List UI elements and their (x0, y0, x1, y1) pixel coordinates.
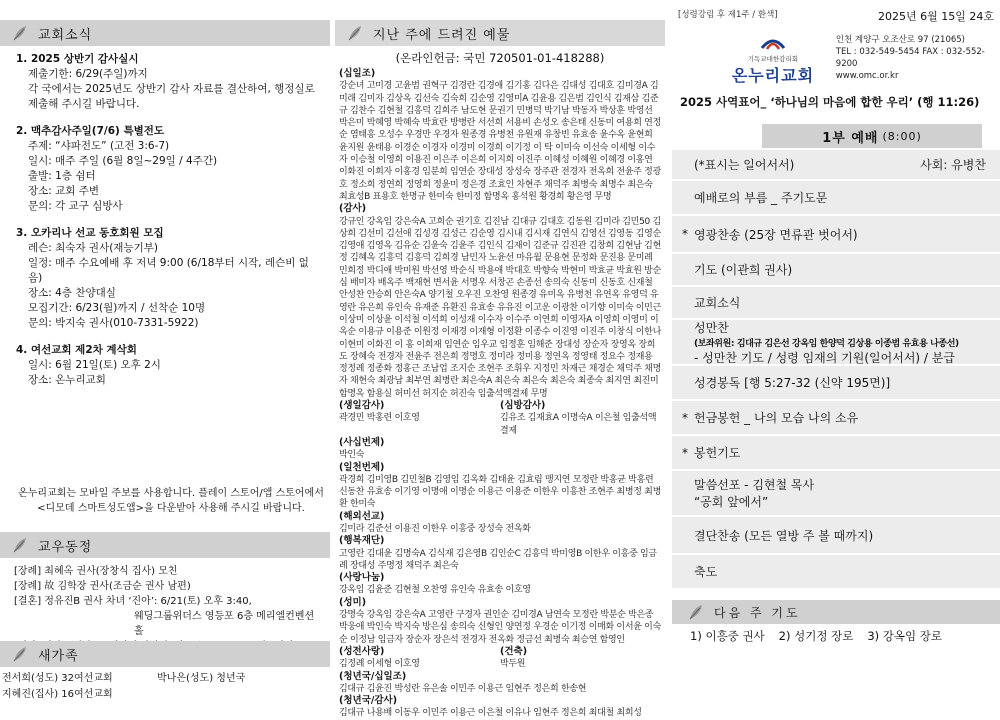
worship-order-label: 예배로의 부름 _ 주기도문 (694, 191, 828, 205)
worship-order-label: 교회소식 (694, 296, 741, 310)
leaf-icon (345, 23, 367, 43)
list-item: 전서희(성도) 32여선교회 박나은(성도) 청년국 (2, 673, 246, 684)
worship-order-item (672, 216, 1000, 254)
news-item-line: 각 국에서는 2025년도 상반기 감사 자료를 결산하여, 행정실로 (28, 83, 315, 95)
worship-order-detail: - 성만찬 기도 / 성령 임재의 기원(일어서서) / 분급 (694, 350, 955, 365)
middle-column (335, 0, 665, 719)
list-item: 2) 성기정 장로 (778, 629, 854, 643)
news-item-line: 주제: “샤파전도” (고전 3:6-7) (28, 140, 170, 152)
members-news-header (0, 532, 330, 558)
leaf-icon (10, 644, 32, 664)
ministry-theme: 2025 사역표어_ ‘하나님의 마음에 합한 우리’ (행 11:26) (680, 95, 980, 109)
news-list (0, 46, 330, 388)
bulletin-date: 2025년 6월 15일 24호 (878, 10, 994, 23)
new-family-title: 새가족 (38, 648, 79, 664)
worship-order-label: 성만찬 (694, 320, 729, 335)
worship-order-label: (*표시는 일어서서) (694, 158, 795, 172)
liturgical-season: [성령강림 후 제1주 / 환색] (678, 10, 778, 20)
news-item-title: 3. 오카리나 선교 동호회원 모집 (16, 227, 164, 239)
worship-order-item (672, 401, 1000, 436)
offering-donor-list (335, 68, 665, 720)
offering-group-title: (청년국/감사) (339, 695, 398, 707)
news-item-line: 장소: 교회 주변 (28, 185, 100, 197)
offering-group (500, 400, 661, 437)
list-item: 지혜진(집사) 16여선교회 (2, 689, 113, 700)
offering-group-names: 곽경희 김미영B 김민철B 김영임 김옥화 김태윤 김효림 맹지연 모정란 박홍균 박홍련 신동찬 유효송 이기영 이명애 이명순 이용근 이용준 이한우 이흥찬 조현주 최병정 최병환 한미숙 (339, 474, 661, 510)
leaf-icon (686, 602, 708, 622)
news-item (16, 226, 322, 331)
worship-order-detail: “공회 앞에서” (694, 495, 769, 509)
next-week-prayer-list (672, 624, 1000, 644)
new-family-list (0, 667, 330, 711)
offering-group-title: (성전사랑) (339, 645, 385, 657)
worship-order-item (672, 181, 1000, 216)
worship-order-item (672, 436, 1000, 471)
offering-group-title: (심방감사) (500, 400, 546, 412)
offering-group-names: 김대규 김윤진 박성란 유은솔 이민주 이용근 임현주 정은희 한송현 (339, 683, 587, 694)
worship-order-item (672, 287, 1000, 320)
worship-order-item (672, 555, 1000, 590)
church-address: 인천 계양구 오조산로 97 (21065) TEL : 032-549-5454 FAX : 032-552-9200 www.omc.or.kr (835, 35, 985, 81)
new-family-header (0, 641, 330, 667)
worship-order-label: 결단찬송 (모든 열방 주 볼 때까지) (694, 528, 874, 543)
list-item: 1) 이흥중 권사 (690, 629, 765, 643)
offering-group-title: (사십번제) (339, 436, 385, 448)
offering-group-names: 김정례 이세형 이호영 (339, 659, 420, 670)
left-column (0, 0, 330, 708)
church-logo: 기독교대한감리회 온누리교회 (720, 34, 826, 86)
offering-group-names: 곽경민 박홍련 이호영 (339, 413, 420, 424)
offering-group-names: 김유조 김재효A 이명숙A 이은철 임출석액결제 (500, 413, 657, 436)
news-item-line: 일시: 매주 주일 (6월 8일~29일 / 4주간) (28, 155, 218, 167)
order-of-worship (672, 150, 1000, 590)
news-item-line: 제출기한: 6/29(주일)까지 (28, 68, 148, 80)
offering-group (500, 646, 661, 671)
news-section-header (0, 20, 330, 46)
worship-order-label: 말씀선포 - 김현철 목사 (694, 478, 815, 492)
worship-order-label: 성경봉독 [행 5:27-32 (신약 195면)] (694, 376, 891, 390)
offering-group-names: 강옥임 김윤준 김현철 오찬영 유인숙 유효송 이호영 (339, 585, 531, 596)
offering-group (339, 511, 661, 536)
list-item: [결혼] 정유진B 권사 차녀 ‘진아’: 6/21(토) 오후 3:40, (14, 596, 252, 607)
offering-group (339, 462, 661, 511)
offering-group-names: 김미라 김준선 이용진 이한우 이흥중 장성숙 전옥화 (339, 523, 531, 534)
worship-order-detail: (보좌위원: 김대규 김은선 강옥임 한양덕 김상용 이종범 유효용 나종선) (694, 338, 959, 349)
worship-order-item (672, 366, 1000, 401)
offering-group (339, 203, 661, 400)
members-news-title: 교우동정 (38, 539, 93, 555)
offering-group (339, 572, 661, 597)
news-item (16, 124, 322, 214)
offering-group-title: (사랑나눔) (339, 572, 385, 584)
worship-order-label: * 헌금봉헌 _ 나의 모습 나의 소유 (694, 411, 859, 425)
church-logo-icon (760, 34, 786, 52)
offering-group (339, 68, 661, 203)
offering-group-names: 강순녀 고미경 고윤범 권혁구 김경란 김경애 김기홍 김다은 김대성 김대호 김미경A 김미래 김미자 김상옥 김선숙 김숙희 김순영 김영미A 김윤용 김은범 김인식 김재삼 김준규 김찬수 김현철 김흥덕 김희주 남도현 문권기 민병덕 박기남 박동자 박상훈 박영선 박은미 박혜영 박혜숙 박효란 방병란 서선희 서용비 손성오 송은태 신동미 여용희 연정순 염태흥 오성수 우경만 우경자 원종경 유병천 유원재 유창빈 유효송 윤수옥 윤현희 윤지원 윤태용 이경순 이경자 이경미 이경희 이기정 이 탁 이미숙 이선숙 이세형 이수자 이승철 이영희 이용진 이은주 이은희 이지희 이진주 이혜성 이혜원 이혜경 이홍연 이화진 이희자 이홍경 임분희 임연순 장대성 장성숙 장주관 전경자 전옥희 전윤주 정광호 정소희 정연희 정영희 정윤미 정은경 조효인 차현주 채덕주 최병숙 최명수 최은숙 최효성B 표용호 한명규 한미숙 한미정 함명옥 홍석원 황경희 황은영 무명 (339, 81, 661, 202)
list-item: 웨딩그룹위더스 영등포 6층 메리엘컨벤션홀 (134, 611, 315, 637)
offering-group-title: (십일조) (339, 68, 376, 79)
bulletin-header (672, 0, 1000, 24)
news-item-line: 일정: 매주 수요예배 후 저녁 9:00 (6/18부터 시작, 레슨비 없음) (28, 257, 309, 284)
worship-order-label: 기도 (이관희 권사) (694, 263, 793, 277)
offering-group-pair (339, 646, 661, 671)
offering-group (339, 695, 661, 720)
news-item-line: 문의: 박지숙 권사(010-7331-5922) (28, 317, 199, 329)
news-item-line: 장소: 4층 찬양대실 (28, 287, 116, 299)
offering-group-pair (339, 400, 661, 437)
offering-group-title: (감사) (339, 203, 367, 215)
offering-group (339, 535, 661, 572)
offering-group-names: 박두원 (500, 659, 526, 670)
service-header: 1부 예배 (8:00) (762, 124, 982, 148)
offerings-title: 지난 주에 드려진 예물 (373, 27, 511, 43)
offering-group (339, 400, 500, 437)
news-item-line: 제출해 주시길 바랍니다. (28, 98, 140, 110)
next-week-prayer-header: 다음 주 기도 (672, 600, 1000, 624)
offering-group-names: 박인숙 (339, 450, 365, 461)
offering-group-names: 고영란 김대윤 김명숙A 김식재 김은영B 김인순C 김흥덕 박미영B 이한우 이흥중 임금례 장대성 주명정 채덕주 최은숙 (339, 548, 657, 571)
offering-group (339, 671, 661, 696)
worship-order-label: * 봉헌기도 (694, 446, 741, 460)
offering-group-title: (행복재단) (339, 535, 385, 547)
news-item-line: 레슨: 최숙자 권사(재능기부) (28, 242, 158, 254)
news-item-line: 출발: 1층 쉼터 (28, 170, 96, 182)
offering-group-names: 강규인 강옥임 강은숙A 고희순 권기호 김진남 김대규 김대호 김동원 김미라 김민50 김상희 김선미 김선애 김성경 김성근 김순영 김시내 김시재 김연식 김영선 김영동 김영순 김영애 김영옥 김유순 김윤숙 김윤주 김인식 김재이 김준규 김진관 김창희 김현남 김현정 김혜옥 김흥덕 김흥덕 김희경 남민자 노윤선 마유월 문용현 문정화 문진용 문미례 민희정 박디애 박미원 박선영 박순식 박용애 박대호 박향숙 박현미 박효균 박효원 방순심 배미자 배옥주 백재현 변서윤 서명우 서창곤 손종선 송의숙 신동미 신동호 신재철 안성찬 안승희 안은숙A 양기철 오우진 오찬영 원종경 유미옥 유병천 유연옥 유영덕 유영란 유은희 유인숙 유재준 유환진 유효송 유유진 이고운 이광찬 이기향 이미숙 이민근 이상미 이상윤 이석철 이석희 이성재 이수자 이수주 이연희 이영자A 이영희 이영미 이옥순 이용규 이용준 이원정 이재경 이재형 이정환 이종수 이진영 이진주 이창식 이한나 이현미 이화진 이 홍 이희재 임연순 임우교 임정훈 임해준 장대성 장순자 장영옥 장희도 장혜숙 전경자 전윤주 전은희 정명호 정미라 정미용 정연옥 정영태 정요수 정재용 정정례 정종화 정홍근 조남업 조지순 조현주 조휘우 지정민 차재근 채경순 채덕주 채명자 채현숙 최광남 최부연 최병란 최은숙A 최은숙 최은숙 최은숙 최종숙 최지연 최진미 함명옥 함용실 허미선 허지순 허진숙 임출석액결제 무명 (339, 216, 661, 399)
church-info (672, 24, 1000, 86)
offering-group-title: (성미) (339, 596, 367, 608)
worship-order-item (672, 517, 1000, 555)
online-offering-account: (온라인헌금: 국민 720501-01-418288) (395, 51, 605, 65)
offering-group-title: (생일감사) (339, 400, 385, 412)
news-item (16, 52, 322, 112)
offering-group (339, 437, 661, 462)
news-item-title: 2. 맥추감사주일(7/6) 특별전도 (16, 125, 165, 137)
news-item (16, 343, 322, 388)
offering-group-names: 김대규 나용배 이동우 이민주 이용근 이은철 이유나 임현주 정은희 최대철 최희성 (339, 708, 642, 719)
right-column (672, 0, 1000, 708)
worship-order-item (672, 471, 1000, 517)
list-item: [장례] 故 김학장 권사(조금순 권사 남편) (14, 581, 191, 592)
list-item: [장례] 최혜옥 권사(장창식 집사) 모친 (14, 566, 178, 577)
worship-order-item (672, 320, 1000, 366)
news-item-line: 모집기간: 6/23(월)까지 / 선착순 10명 (28, 302, 206, 314)
offering-group-title: (청년국/십일조) (339, 670, 407, 682)
leaf-icon (10, 535, 32, 555)
offering-group (339, 597, 661, 646)
offering-group-title: (건축) (500, 645, 528, 657)
worship-order-item (672, 150, 1000, 181)
news-item-line: 장소: 온누리교회 (28, 374, 106, 386)
list-item: 3) 강옥임 장로 (867, 629, 943, 643)
news-item-title: 1. 2025 상반기 감사실시 (16, 53, 139, 65)
offering-group-title: (일천번제) (339, 461, 385, 473)
news-section-title: 교회소식 (38, 27, 93, 43)
offerings-header (335, 20, 665, 46)
worship-order-label: 축도 (694, 565, 718, 579)
offering-group-names: 강명숙 강옥임 강은숙A 고영란 구경자 권인순 김미경A 남연숙 모정란 박분순 박은종 박웅애 박인숙 박지숙 방은심 송의숙 신형인 양연정 우경순 이기정 이매화 이서윤 이숙순 이정남 임금자 장순자 장은석 전경자 전옥화 정금선 최병숙 최승연 함영인 (339, 610, 661, 645)
worship-leader: 사회: 유병찬 (920, 158, 986, 172)
leaf-icon (10, 23, 32, 43)
mobile-bulletin-note: 온누리교회는 모바일 주보를 사용합니다. 플레이 스토어/앱 스토어에서 <디모데 스마트성도앱>을 다운받아 사용해 주시길 바랍니다. (18, 488, 324, 514)
news-item-line: 일시: 6월 21일(토) 오후 2시 (28, 359, 161, 371)
worship-order-label: * 영광찬송 (25장 면류관 벗어서) (694, 227, 858, 242)
news-item-title: 4. 여선교회 제2차 계삭회 (16, 344, 137, 356)
news-item-line: 문의: 각 교구 심방사 (28, 200, 123, 212)
worship-order-item (672, 254, 1000, 287)
offering-group (339, 646, 500, 671)
offering-group-title: (해외선교) (339, 510, 385, 522)
